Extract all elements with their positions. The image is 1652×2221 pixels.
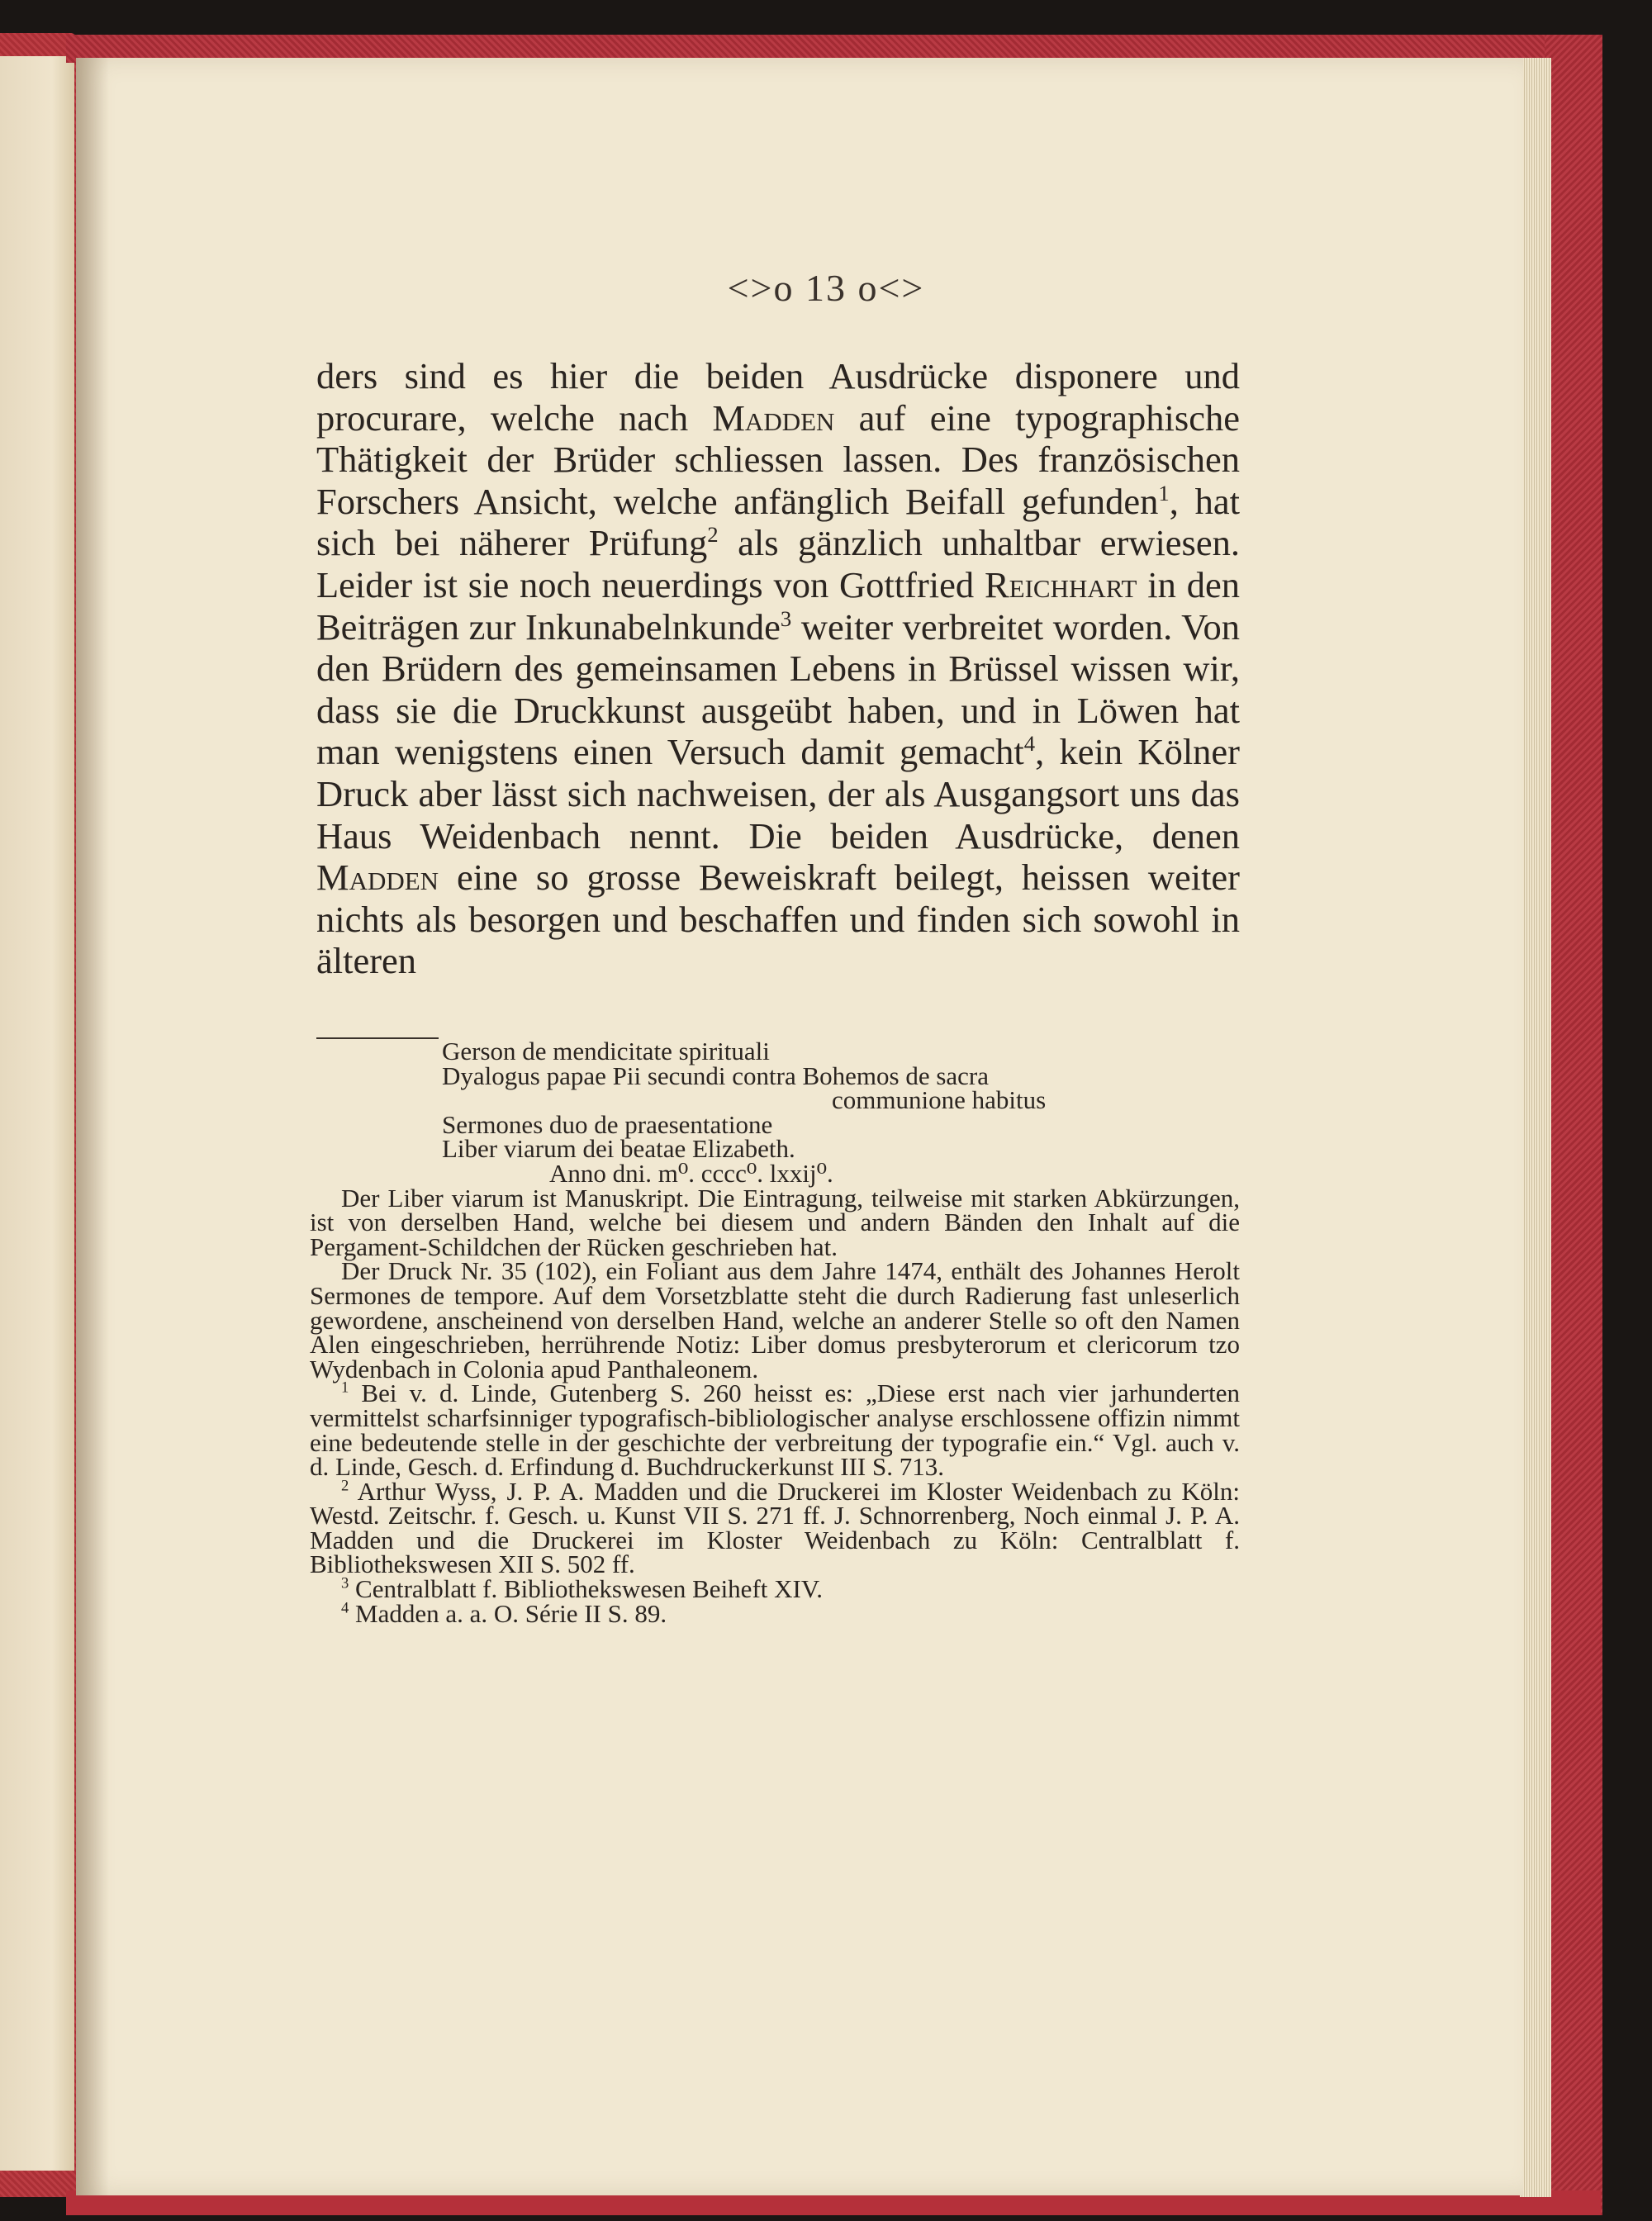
text-run: als gänzlich unhaltbar erwiesen. Leider ist sie noch neuerdings von Gottfried (316, 522, 1240, 605)
footnote-text: Arthur Wyss, J. P. A. Madden und die Druckerei im Kloster Weidenbach zu Köln: Westd. Zeitschr. f. Gesch. u. Kunst VII S. 271 ff. J. Schnorrenberg, Noch einmal J. P. A. Madden und die Druckerei im Kloster Weidenbach zu Köln: Centralblatt f. Bibliothekswesen XII S. 502 ff. (310, 1476, 1240, 1579)
footnote-mark: 4 (341, 1599, 349, 1617)
text-run: , hat sich bei näherer Prüfung (316, 480, 1241, 564)
footnote-mark: 3 (341, 1574, 349, 1592)
text-run: weiter verbreitet worden. Von den Brüdern des gemeinsamen Lebens in Brüssel wissen wir, dass sie die Druckkunst ausgeübt haben, und in Löwen hat man wenigstens einen Versuch damit gemacht (316, 605, 1240, 773)
facing-page-edge (0, 56, 74, 2171)
footnote-3 (310, 1574, 1240, 1604)
note-paragraph: Der Druck Nr. 35 (102), ein Foliant aus dem Jahre 1474, enthält des Johannes Herolt Sermones de tempore. Auf dem Vorsetzblatte steht die durch Radierung fast unleserlich gewordene, anscheinend von derselben Hand, welche an anderer Stelle so oft den Namen Alen eingeschrieben, herrührende Notiz: Liber domus presbyterorum et clericorum tzo Wydenbach in Colonia apud Panthaleonem. (310, 1256, 1240, 1383)
note-paragraph: Der Liber viarum ist Manuskript. Die Eintragung, teilweise mit starken Abkürzungen, ist von derselben Hand, welche bei diesem und andern Bänden den Inhalt auf die Pergament-Schildchen der Rücken geschrieben hat. (310, 1183, 1240, 1261)
footnote-text: Centralblatt f. Bibliothekswesen Beiheft XIV. (349, 1574, 823, 1604)
author-name-reichhart: Reichhart (984, 563, 1137, 605)
footnote-text: Madden a. a. O. Série II S. 89. (349, 1598, 667, 1628)
footnote-text: Bei v. d. Linde, Gutenberg S. 260 heisst es: „Diese erst nach vier jarhunderten vermittelst scharfsinniger typografisch-bibliologischer analyse erschlossene offizin nimmt eine bedeutende stelle in der geschichte der verbreitung der typografie ein.“ Vgl. auch v. d. Linde, Gesch. d. Erfindung d. Buchdruckerkunst III S. 713. (310, 1379, 1240, 1482)
main-text (316, 355, 1240, 982)
catalog-entry: Dyalogus papae Pii secundi contra Bohemos de sacra (442, 1061, 990, 1090)
text-run: , kein Kölner Druck aber lässt sich nachweisen, der als Ausgangsort uns das Haus Weidenbach nennt. Die beiden Ausdrücke, denen (316, 731, 1241, 857)
page-block-edges (1520, 58, 1551, 2197)
text-run: eine so grosse Beweiskraft beilegt, heissen weiter nichts als besorgen und beschaffen und finden sich sowohl in älteren (316, 857, 1240, 982)
main-paragraph (316, 355, 1240, 982)
footnote-1 (310, 1379, 1240, 1482)
footnote-ref-2: 2 (707, 522, 719, 548)
catalog-date: Anno dni. m⁰. cccc⁰. lxxij⁰. (549, 1158, 833, 1188)
footnote-mark: 1 (341, 1379, 349, 1397)
footnotes (310, 1037, 1240, 1628)
right-cover-board (1545, 35, 1602, 2215)
page-number-header: <>o 13 o<> (727, 267, 925, 309)
footnote-4 (310, 1598, 1240, 1628)
author-name-madden: Madden (316, 857, 439, 899)
footnote-2 (310, 1476, 1240, 1579)
footnote-ref-3: 3 (780, 605, 792, 631)
text-run: in den Beiträgen zur Inkunabelnkunde (316, 563, 1240, 648)
catalog-entry: Gerson de mendicitate spirituali (442, 1037, 770, 1065)
text-run: auf eine typographische Thätigkeit der Brüder schliessen lassen. Des französischen Forschers Ansicht, welche anfänglich Beifall gefunden (316, 396, 1240, 522)
footnote-ref-4: 4 (1023, 731, 1036, 757)
catalog-entry-continued: communione habitus (832, 1085, 1047, 1115)
footnote-ref-1: 1 (1158, 480, 1170, 505)
text-run: ders sind es hier die beiden Ausdrücke disponere und procurare, welche nach (316, 355, 1240, 439)
catalog-entry: Liber viarum dei beatae Elizabeth. (442, 1134, 795, 1164)
catalog-entry: Sermones duo de praesentatione (442, 1109, 773, 1139)
footnote-mark: 2 (341, 1477, 349, 1495)
author-name-madden: Madden (712, 396, 835, 439)
page-gutter-shadow (76, 58, 109, 2195)
